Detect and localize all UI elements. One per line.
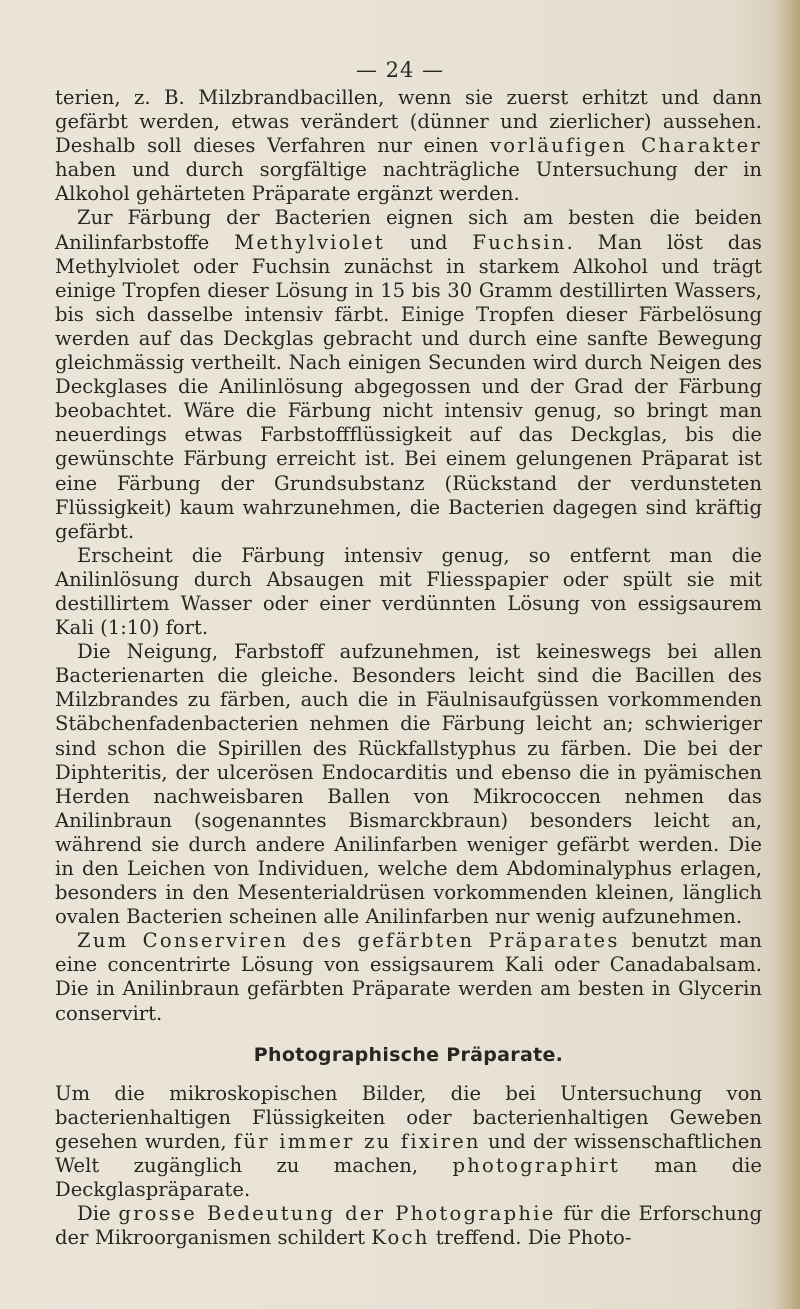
paragraph-text: Um die mikroskopischen Bilder, die bei Untersuchung von bacterienhaltigen Flüssigkeiten oder bacterienhaltigen Geweben gesehen wurden, (55, 1081, 762, 1153)
paragraph-text: Die (77, 1202, 119, 1226)
paragraph-text: . Man löst das Methylviolet oder Fuchsin zunächst in starkem Alkohol und trägt einige Tropfen dieser Lösung in 15 bis 30 Gramm destillirten Wassers, bis sich dasselbe intensiv färbt. Einige Tropfen dieser Färbelösung werden auf das Deckglas gebracht und durch eine sanfte Bewegung gleichmässig vertheilt. Nach einigen Secunden wird durch Neigen des Deckglases die Anilinlösung abgegossen und der Grad der Färbung beobachtet. Wäre die Färbung nicht intensiv genug, so bringt man neuerdings etwas Farbstoffflüssigkeit auf das Deckglas, bis die gewünschte Färbung erreicht ist. Bei einem gelungenen Präparat ist eine Färbung der Grundsubstanz (Rückstand der verdunsteten Flüssigkeit) kaum wahrzunehmen, die Bacterien dagegen sind kräftig gefärbt. (55, 230, 762, 543)
paragraph (55, 544, 762, 640)
paragraph (55, 929, 762, 1025)
paragraph-text: und (384, 230, 473, 254)
paragraph-text: für die Erforschung der Mikroorganismen schildert (55, 1202, 762, 1250)
paragraph (55, 640, 762, 929)
spaced-emphasis-text: für immer zu fixiren (233, 1129, 481, 1153)
paragraph-text: terien, z. B. Milzbrandbacillen, wenn sie zuerst erhitzt und dann gefärbt werden, etwas verändert (dünner und zierlicher) aussehen. Deshalb soll dieses Verfahren nur einen (55, 86, 762, 158)
paragraph (55, 1202, 762, 1250)
page-edge-stain (772, 0, 800, 1309)
paragraph-text: Zur Färbung der Bacterien eignen sich am besten die beiden Anilinfarbstoffe (55, 206, 762, 254)
body-paragraphs (55, 86, 762, 1026)
section-paragraphs (55, 1082, 762, 1251)
spaced-emphasis-text: Methylviolet (234, 230, 385, 254)
section-heading: Photographische Präparate. (253, 1043, 564, 1066)
paragraph-text: Erscheint die Färbung intensiv genug, so entfernt man die Anilinlösung durch Absaugen mit Fliesspapier oder spült sie mit destillirtem Wasser oder einer verdünnten Lösung von essigsaurem Kali (1:10) fort. (55, 543, 762, 640)
paragraph-text: man die Deckglaspräparate. (55, 1153, 762, 1202)
paragraph-text: und der wissenschaftlichen Welt zugänglich zu machen, (55, 1129, 762, 1177)
paragraph (55, 1082, 762, 1202)
paragraph-text: benutzt man eine concentrirte Lösung von essigsaurem Kali oder Canadabalsam. Die in Anilinbraun gefärbten Präparate werden am besten in Glycerin conservirt. (55, 929, 762, 1025)
paragraph-text: haben und durch sorgfältige nachträgliche Untersuchung der in Alkohol gehärteten Präparate ergänzt werden. (55, 158, 762, 206)
paragraph-text: Die Neigung, Farbstoff aufzunehmen, ist keineswegs bei allen Bacterienarten die gleiche. Besonders leicht sind die Bacillen des Milzbrandes zu färben, auch die in Fäulnisaufgüssen vorkommenden Stäbchenfadenbacterien nehmen die Färbung leicht an; schwieriger sind schon die Spirillen des Rückfallstyphus zu färben. Die bei der Diphteritis, der ulcerösen Endocarditis und ebenso die in pyämischen Herden nachweisbaren Ballen von Mikrococcen nehmen das Anilinbraun (sogenanntes Bismarckbraun) besonders leicht an, während sie durch andere Anilinfarben weniger gefärbt werden. Die in den Leichen von Individuen, welche dem Abdominalyphus erlagen, besonders in den Mesenterialdrüsen vorkommenden kleinen, länglich ovalen Bacterien scheinen alle Anilinfarben nur wenig aufzunehmen. (55, 640, 762, 929)
paragraph-text: treffend. Die Photo- (429, 1226, 632, 1250)
page-text (55, 86, 762, 1250)
spaced-emphasis-text: Koch (371, 1226, 430, 1250)
page-number: — 24 — (355, 58, 445, 82)
spaced-emphasis-text: Fuchsin (472, 230, 567, 254)
spaced-emphasis-text: Zum Conserviren des gefärbten Präparates (77, 929, 620, 953)
spaced-emphasis-text: grosse Bedeutung der Photographie (118, 1202, 556, 1226)
paragraph (55, 86, 762, 206)
paragraph (55, 206, 762, 543)
spaced-emphasis-text: vorläufigen Charakter (489, 134, 762, 158)
spaced-emphasis-text: photographirt (452, 1153, 620, 1177)
